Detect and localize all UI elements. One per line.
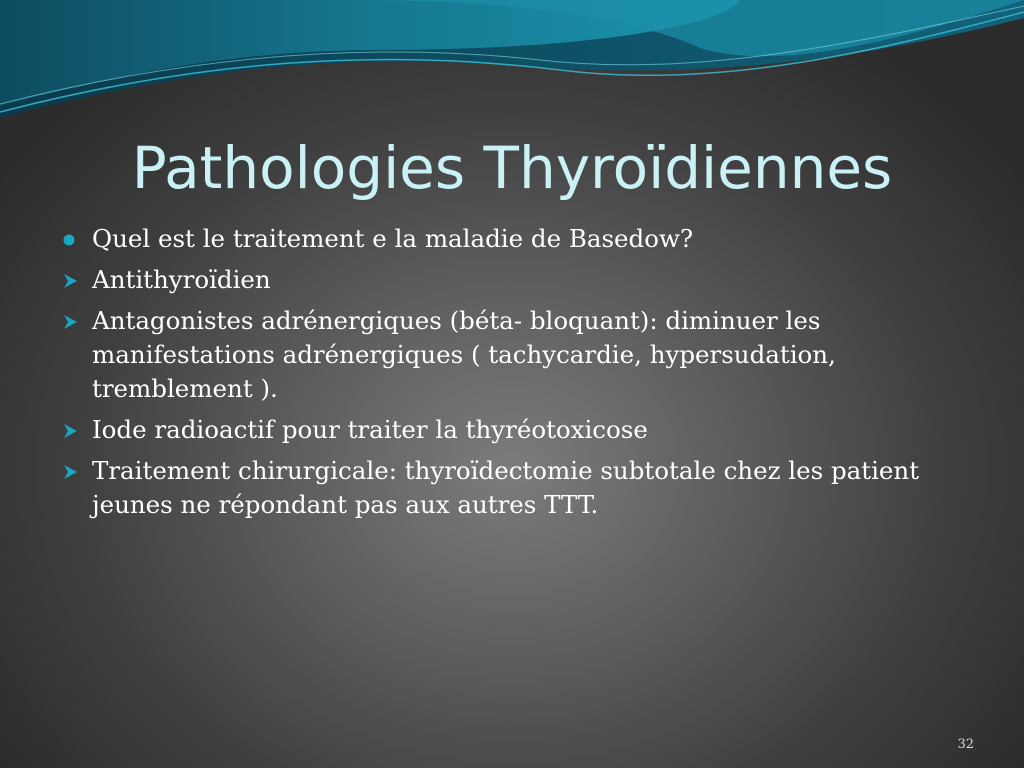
list-item — [62, 263, 942, 297]
list-item-text: Traitement chirurgicale: thyroïdectomie subtotale chez les patient jeunes ne répondant pas aux autres TTT. — [92, 456, 920, 519]
slide-title: Pathologies Thyroïdiennes — [131, 134, 893, 202]
header-wave-decoration — [0, 0, 1024, 140]
list-item-text: Quel est le traitement e la maladie de Basedow? — [92, 224, 694, 253]
list-item — [62, 304, 942, 406]
bullet-dot-icon — [62, 222, 84, 256]
list-item — [62, 222, 942, 256]
list-item-text: Antithyroïdien — [92, 265, 271, 294]
list-item — [62, 454, 942, 522]
slide-number: 32 — [957, 737, 974, 752]
bullet-arrow-icon — [62, 263, 84, 297]
bullet-arrow-icon — [62, 454, 84, 488]
list-item — [62, 413, 942, 447]
bullet-arrow-icon — [62, 413, 84, 447]
bullet-arrow-icon — [62, 304, 84, 338]
list-item-text: Antagonistes adrénergiques (béta- bloquant): diminuer les manifestations adrénergiques ( tachycardie, hypersudation, tremblement ). — [92, 306, 836, 403]
list-item-text: Iode radioactif pour traiter la thyréotoxicose — [92, 415, 648, 444]
bullet-list — [62, 222, 942, 529]
